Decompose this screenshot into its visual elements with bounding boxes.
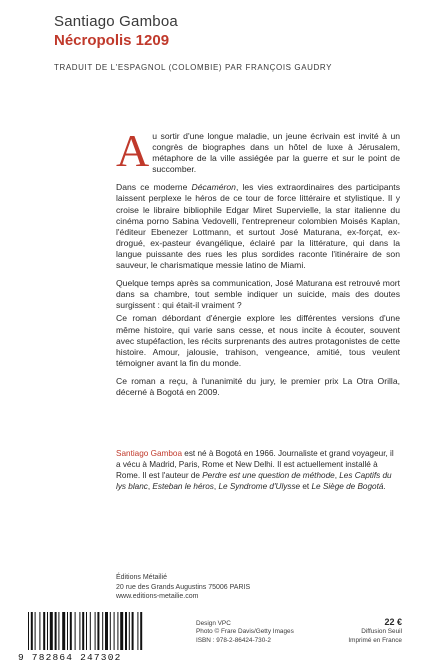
photo-credit: Photo © Frare Davis/Getty Images (196, 628, 294, 636)
blurb-paragraph-4: Ce roman débordant d'énergie explore les différentes versions d'une même histoire, qui varie sans cesse, et nous incite à écouter, souvent avec stupéfaction, les récits surprenants des autres protagonistes de cette histoire. Amour, jalousie, trahison, vengeance, amitié, tous veulent témoigner avant la fin du monde. (116, 313, 400, 368)
bio-text: et (300, 482, 312, 491)
bio-text: est né à Bogotá en 1966. Journaliste et grand voyageur, il a vécu à Madrid, Paris, Rome et New Delhi. Il est actuellement installé à Rome. Il est l'auteur de (116, 449, 394, 480)
blurb-paragraph-3: Quelque temps après sa communication, José Maturana est retrouvé mort dans sa chambre, tout semble indiquer un suicide, mais des doutes surgissent : qui était-il vraiment ? (116, 278, 400, 311)
barcode-icon (18, 612, 183, 652)
drop-cap: A (116, 125, 150, 176)
credits (196, 620, 294, 645)
blurb (116, 125, 400, 405)
publisher-address: 20 rue des Grands Augustins 75006 PARIS (116, 583, 251, 591)
bio-book: Esteban le héros (152, 482, 214, 491)
blurb-paragraph-5: Ce roman a reçu, à l'unanimité du jury, le premier prix La Otra Orilla, décerné à Bogotá en 2009. (116, 375, 400, 397)
isbn-number: ISBN : 978-2-86424-730-2 (196, 636, 271, 644)
isbn-barcode (18, 612, 183, 664)
bio-book: Le Siège de Bogotá (311, 482, 384, 491)
publisher-website: www.editions-metailie.com (116, 593, 199, 600)
blurb-paragraph-2 (116, 182, 400, 271)
price-block (348, 618, 402, 645)
bio-text: , (334, 471, 340, 480)
blurb-text-2b: , les vies extraordinaires des participants laissent perplexe le héros de ce tour de force littéraire et stylistique. Il y croise le libraire bibliophile Edgar Miret Supervielle, la star italienne du cinéma porno Sabina Vedovelli, l'entrepreneur colombien Moisés Kaplan, l'éditeur Ebenezer Lottmann, et surtout José Maturana, ex-forçat, ex-drogué, ex-pasteur évangélique, éclairé par la littérature, qui dans la langue puissante des rues les plus sordides raconte l'itinéraire de son sauveur, le charismatique messie latino de Miami. (116, 182, 400, 271)
book-title: Nécropolis 1209 (54, 32, 170, 49)
bio-book: Perdre est une question de méthode (202, 471, 335, 480)
printed-in: Imprimé en France (348, 636, 402, 644)
publisher-info (116, 573, 250, 602)
publisher-name: Éditions Métailié (116, 574, 167, 581)
price: 22 € (384, 617, 402, 627)
design-credit: Design VPC (196, 620, 231, 627)
author-bio (116, 448, 400, 492)
blurb-paragraph-1 (116, 125, 400, 176)
distribution: Diffusion Seuil (361, 628, 402, 636)
author-name: Santiago Gamboa (54, 13, 178, 30)
bio-text: . (383, 482, 386, 491)
blurb-text-2-italic: Décaméron (191, 182, 236, 193)
barcode-digits: 9 782864 247302 (18, 652, 122, 663)
bio-book: Les Captifs du lys blanc (116, 471, 392, 491)
bio-text: , (213, 482, 219, 491)
translator-line: TRADUIT DE L'ESPAGNOL (COLOMBIE) PAR FRANÇOIS GAUDRY (54, 63, 333, 72)
bio-text: , (147, 482, 153, 491)
blurb-text-1: u sortir d'une longue maladie, un jeune écrivain est invité à un congrès de biographes dans un hôtel de luxe à Jérusalem, métaphore de la ville assiégée par la guerre et sur le point de succomber. (152, 131, 400, 175)
blurb-text-2a: Dans ce moderne (116, 182, 192, 193)
bio-book: Le Syndrome d'Ulysse (218, 482, 301, 491)
bio-author-name: Santiago Gamboa (116, 449, 182, 458)
